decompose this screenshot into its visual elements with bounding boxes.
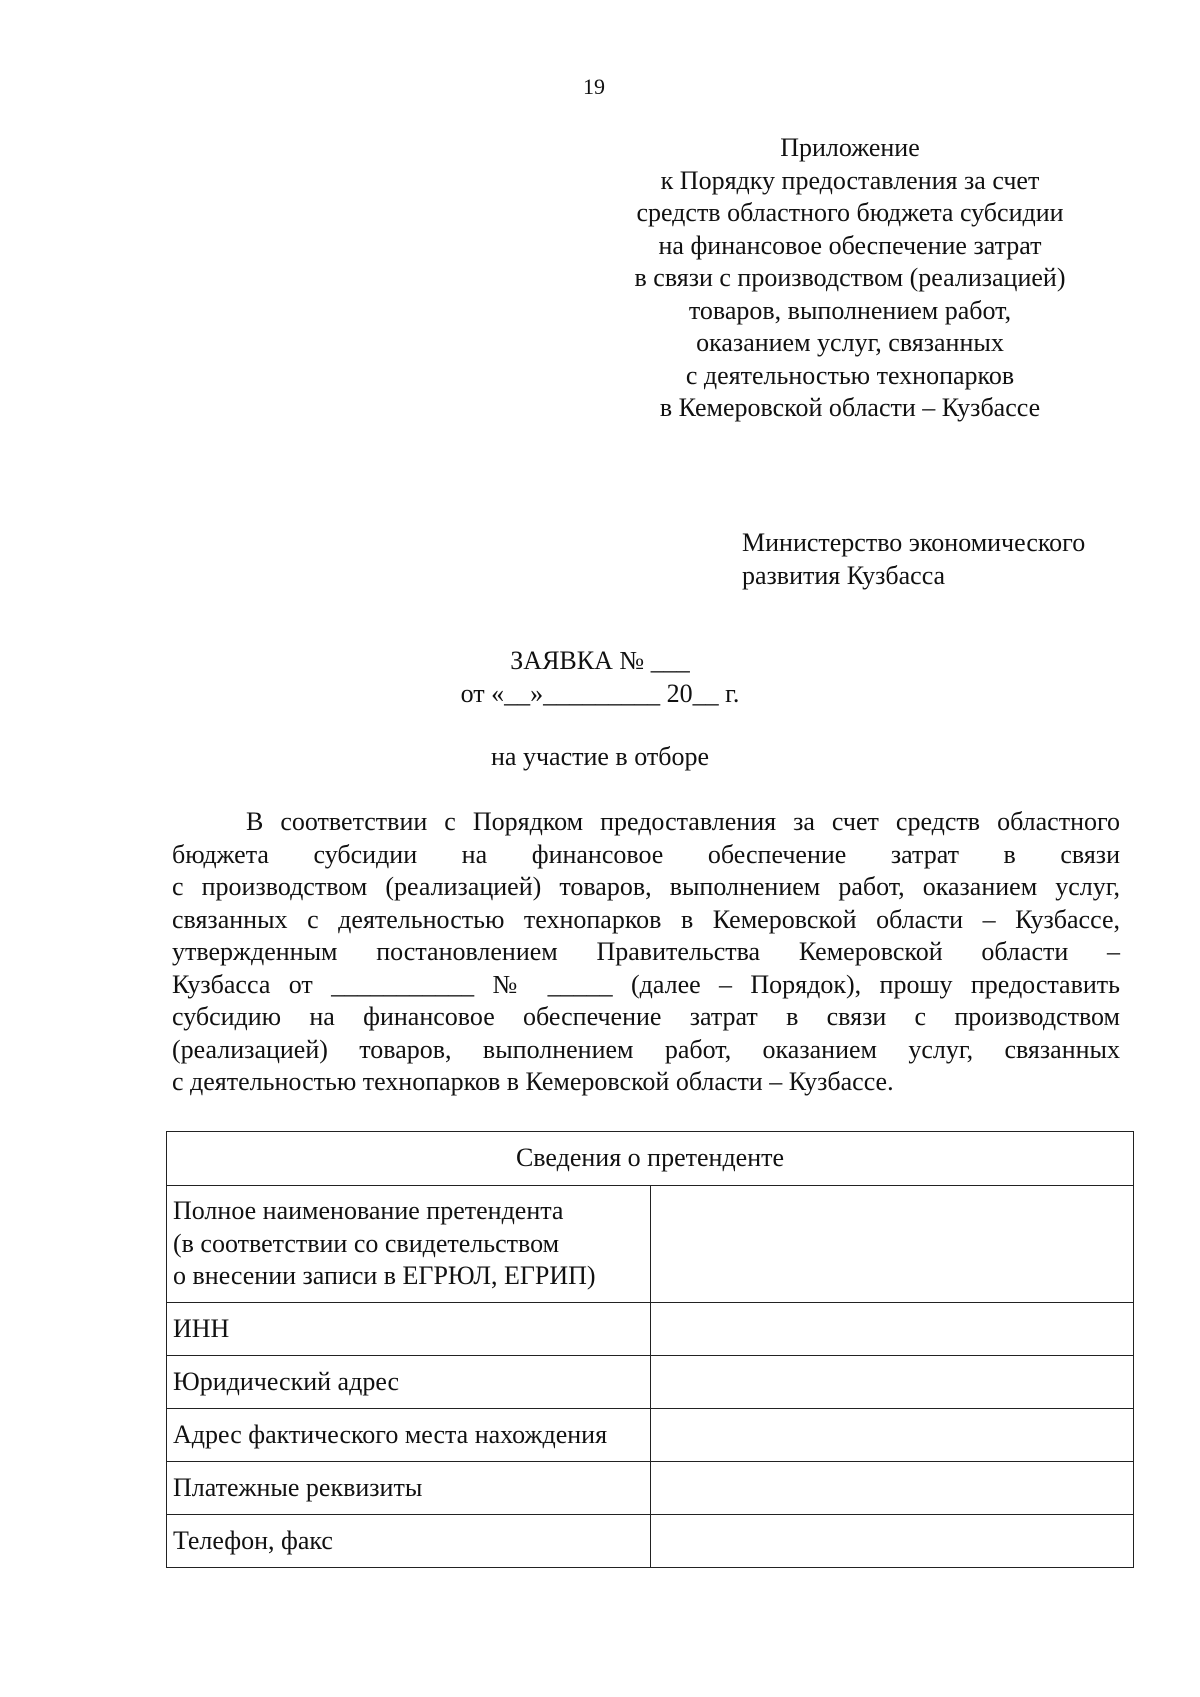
appendix-line: в Кемеровской области – Кузбассе bbox=[659, 393, 1041, 422]
body-line: с деятельностью технопарков в Кемеровской области – Кузбассе. bbox=[172, 1067, 894, 1096]
appendix-line: в связи с производством (реализацией) bbox=[634, 263, 1066, 292]
body-line: (реализацией) товаров, выполнением работ, оказанием услуг, связанных bbox=[172, 1034, 1120, 1064]
row-label-inn: ИНН bbox=[167, 1303, 651, 1356]
body-paragraph bbox=[172, 806, 1120, 1099]
table-row bbox=[167, 1515, 1134, 1568]
phone-fax-field[interactable] bbox=[650, 1515, 1134, 1568]
label-line: (в соответствии со свидетельством bbox=[173, 1228, 560, 1258]
appendix-line: оказанием услуг, связанных bbox=[696, 328, 1004, 357]
addressee-line: Министерство экономического bbox=[742, 528, 1086, 557]
application-heading bbox=[0, 644, 1200, 710]
table-row bbox=[167, 1303, 1134, 1356]
body-line: субсидию на финансовое обеспечение затрат в связи с производством bbox=[172, 1002, 1120, 1031]
body-line: связанных с деятельностью технопарков в Кемеровской области – Кузбассе, bbox=[172, 904, 1120, 934]
table-row bbox=[167, 1186, 1134, 1303]
table-header: Сведения о претенденте bbox=[167, 1132, 1134, 1186]
appendix-line: товаров, выполнением работ, bbox=[688, 295, 1012, 325]
body-line: утвержденным постановлением Правительства Кемеровской области – bbox=[172, 937, 1120, 966]
appendix-line: с деятельностью технопарков bbox=[685, 360, 1015, 390]
body-line: Кузбасса от ___________ № _____ (далее – Порядок), прошу предоставить bbox=[172, 969, 1120, 999]
row-label-full-name bbox=[167, 1186, 651, 1303]
row-label-legal-address: Юридический адрес bbox=[167, 1356, 651, 1409]
application-title: ЗАЯВКА № ___ bbox=[510, 646, 690, 675]
appendix-line: на финансовое обеспечение затрат bbox=[658, 230, 1042, 260]
appendix-line: Приложение bbox=[780, 133, 920, 162]
label-line: Полное наименование претендента bbox=[173, 1196, 564, 1226]
label-line: о внесении записи в ЕГРЮЛ, ЕГРИП) bbox=[173, 1261, 596, 1291]
appendix-header bbox=[600, 132, 1100, 425]
full-name-field[interactable] bbox=[650, 1186, 1134, 1303]
table-row bbox=[167, 1356, 1134, 1409]
table-row bbox=[167, 1462, 1134, 1515]
addressee-line: развития Кузбасса bbox=[742, 561, 946, 590]
payment-details-field[interactable] bbox=[650, 1462, 1134, 1515]
row-label-payment-details: Платежные реквизиты bbox=[167, 1462, 651, 1515]
page-number: 19 bbox=[583, 74, 605, 99]
appendix-line: к Порядку предоставления за счет bbox=[660, 165, 1040, 195]
inn-field[interactable] bbox=[650, 1303, 1134, 1356]
appendix-line: средств областного бюджета субсидии bbox=[636, 198, 1064, 227]
row-label-phone-fax: Телефон, факс bbox=[167, 1515, 651, 1568]
application-subtitle: на участие в отборе bbox=[491, 742, 709, 771]
table-row bbox=[167, 1409, 1134, 1462]
application-date-line: от «__»_________ 20__ г. bbox=[460, 679, 740, 708]
body-line: с производством (реализацией) товаров, выполнением работ, оказанием услуг, bbox=[172, 872, 1120, 901]
actual-address-field[interactable] bbox=[650, 1409, 1134, 1462]
addressee bbox=[742, 526, 1085, 592]
body-line: В соответствии с Порядком предоставления за счет средств областного bbox=[246, 807, 1120, 836]
legal-address-field[interactable] bbox=[650, 1356, 1134, 1409]
applicant-info-table bbox=[166, 1131, 1134, 1568]
body-line: бюджета субсидии на финансовое обеспечение затрат в связи bbox=[172, 839, 1120, 869]
row-label-actual-address: Адрес фактического места нахождения bbox=[167, 1409, 651, 1462]
